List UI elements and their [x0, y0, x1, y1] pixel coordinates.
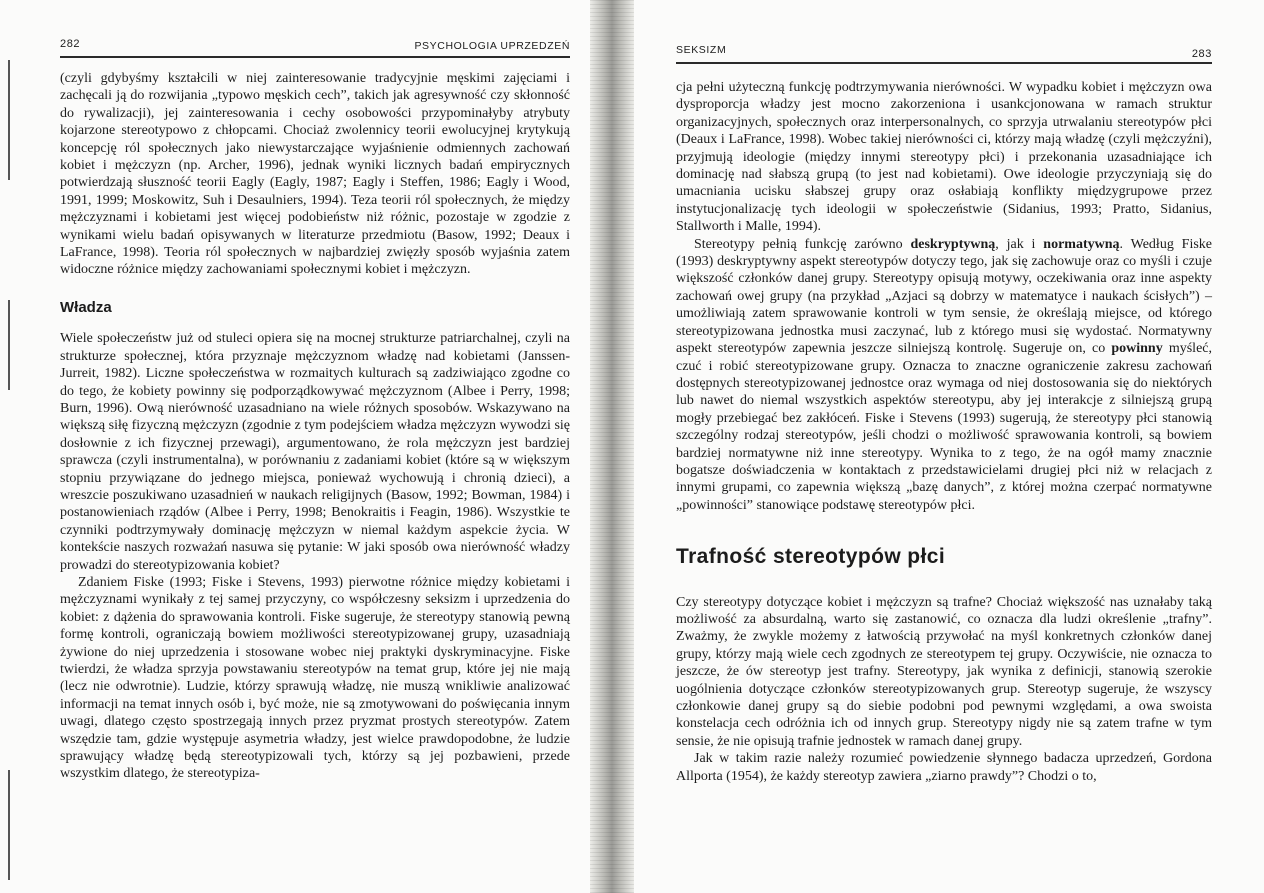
header-rule: [60, 56, 570, 58]
paragraph: cja pełni użyteczną funkcję podtrzymywania nierówności. W wypadku kobiet i mężczyzn owa dysproporcja władzy jest mocno zakorzeniona i usankcjonowana w ramach struktur organizacyjnych, społecznych oraz interpersonalnych, co sprzyja utrwalaniu stereotypów płci (Deaux i LaFrance, 1998). Wobec takiej nierówności ci, którzy mają władzę (czyli mężczyźni), przyjmują ideologie (między innymi stereotypy płci) i przekonania uzasadniające ich dominację nad słabszą grupą (to jest nad kobietami). Owe ideologie przyczyniają się do umacniania ucisku słabszej grupy oraz osłabiają konflikty międzygrupowe przez instytucjonalizację tych ideologii w społeczeństwie (Sidanius, 1993; Pratto, Sidanius, Stallworth i Malle, 1994).: [676, 80, 1212, 235]
paragraph: Zdaniem Fiske (1993; Fiske i Stevens, 1993) pierwotne różnice między kobietami i mężczyznami wynikały z tej samej przyczyny, co współczesny seksizm i uprzedzenia do kobiet: z dążenia do sprawowania kontroli. Fiske sugeruje, że stereotypy stanowią pewną formę kontroli, ograniczają bowiem możliwości stereotypizowanej grupy, uzasadniają żywione do niej uprzedzenia i stosowane wobec niej praktyki dyskryminacyjne. Fiske twierdzi, że władza sprzyja powstawaniu stereotypów na temat grup, które jej nie mają (lecz nie odwrotnie). Ludzie, którzy sprawują władzę, nie muszą wnikliwie analizować informacji na temat innych osób i, być może, nie są zmotywowani do poświęcania innym uwagi, dlatego często spostrzegają innych przez pryzmat prostych stereotypów. Zatem wszędzie tam, gdzie występuje asymetria władzy, jest wielce prawdopodobne, że ludzie sprawujący władzę będą stereotypizowali tych, którzy są jej pozbawieni, przede wszystkim dlatego, że stereotypiza-: [60, 574, 570, 782]
page-number: 283: [1191, 48, 1212, 60]
book-gutter: [590, 0, 634, 893]
running-head: PSYCHOLOGIA UPRZEDZEŃ: [414, 40, 570, 52]
section-heading: Władza: [60, 298, 112, 316]
header-rule: [676, 62, 1212, 64]
right-page: [632, 0, 1264, 893]
left-page-body: [60, 70, 570, 783]
text-run: myśleć, czuć i robić stereotypizowane grupy. Oznacza to znaczne ograniczenie zakresu zachowań dostępnych stereotypizowanej jednostce oraz wymaga od niej dostosowania się do niektórych lub nawet do niemal wszystkich aspektów stereotypu, aby jej interakcje z silniejszą grupą mogły przebiegać bez zakłóceń. Fiske i Stevens (1993) sugerują, że stereotypy płci stanowią szczególny rodzaj stereotypów, jeśli chodzi o możliwość sprawowania kontroli, są bowiem bardziej normatywne niż inne stereotypy. Wynika to z tego, że na ogół mamy znacznie bogatsze doświadczenia w kontaktach z przedstawicielami drugiej płci niż w relacjach z innymi grupami, co zapewnia większą „bazę danych”, z której można czerpać normatywne „powinności” stanowiące podstawę stereotypów płci.: [676, 341, 1213, 513]
bold-term: powinny: [1111, 341, 1163, 357]
bold-term: normatywną: [1043, 236, 1120, 252]
right-page-header: [676, 38, 1212, 60]
right-page-body: [676, 79, 1212, 785]
text-run: . Według Fiske (1993) deskryptywny aspekt stereotypów dotyczy tego, jak się zachowuje oraz co myśli i czuje większość członków danej grupy. Stereotypy opisują motywy, oczekiwania oraz inne aspekty zachowań owej grupy (na przykład „Azjaci są dobrzy w matematyce i naukach ścisłych”) – umożliwiają zatem sprawowanie kontroli w tym sensie, że określają miejsce, od którego stereotypizowana jednostka musi zaczynać, lub z którego musi się wydostać. Normatywny aspekt stereotypów zapewnia jeszcze silniejszą kontrolę. Sugeruje on, co: [676, 236, 1213, 357]
section-heading: Trafność stereotypów płci: [676, 545, 946, 569]
paragraph: (czyli gdybyśmy kształcili w niej zainteresowanie tradycyjnie męskimi zajęciami i zachęcali ją do rozwijania „typowo męskich cech”, takich jak agresywność czy skłonność do rywalizacji), jej zainteresowania i cechy osobowości przypominałyby atrybuty kojarzone stereotypowo z chłopcami. Chociaż zwolennicy teorii ewolucyjnej krytykują koncepcję ról społecznych jako niewystarczające wyjaśnienie odmiennych zachowań kobiet i mężczyzn (np. Archer, 1996), jednak wyniki licznych badań empirycznych potwierdzają słuszność teorii Eagly (Eagly, 1987; Eagly i Steffen, 1986; Eagly i Wood, 1991, 1999; Moskowitz, Suh i Desaulniers, 1994). Teza teorii ról społecznych, że między mężczyznami i kobietami jest więcej podobieństw niż różnic, pozostaje w zgodzie z wynikami wielu badań opisywanych w literaturze przedmiotu (Basow, 1992; Deaux i LaFrance, 1998). Teoria ról społecznych w najbardziej zwięzły sposób wyjaśnia zatem widoczne różnice między zachowaniami społecznymi kobiet i mężczyzn.: [60, 71, 570, 278]
paragraph: Czy stereotypy dotyczące kobiet i mężczyzn są trafne? Chociaż większość nas uznałaby taką możliwość za absurdalną, warto się zastanowić, co oznacza dla ludzi określenie „trafny”. Zważmy, że zwykle możemy z łatwością przywołać na myśl konkretnych członków danej grupy, którzy mają wiele cech zgodnych ze stereotypem tej grupy. Oczywiście, nie oznacza to jeszcze, że ów stereotyp jest trafny. Stereotypy, jak wynika z definicji, stanowią szerokie uogólnienia dotyczące członków stereotypizowanych grup. Stereotyp sugeruje, że wszyscy członkowie danej grupy są do siebie podobni pod pewnymi względami, a owa swoista konstelacja cech odróżnia ich od innych grup. Stereotypy nigdy nie są zatem trafne w tym sensie, że nie opisują trafnie jednostek w ramach danej grupy.: [676, 594, 1212, 749]
left-page: [0, 0, 595, 893]
text-run: , jak i: [995, 236, 1044, 252]
left-page-header: [60, 38, 570, 54]
running-head: SEKSIZM: [676, 44, 727, 56]
bold-term: deskryptywną: [910, 236, 996, 252]
paragraph: Wiele społeczeństw już od stuleci opiera się na mocnej strukturze patriarchalnej, czyli na strukturze społecznej, która przyznaje mężczyznom władzę nad kobietami (Janssen-Jurreit, 1982). Liczne społeczeństwa w rozmaitych kulturach są zadziwiająco zgodne co do tego, że kobiety powinny się podporządkowywać mężczyznom (Albee i Perry, 1998; Burn, 1996). Ową nierówność uzasadniano na wiele różnych sposobów. Wskazywano na większą siłę fizyczną mężczyzn (zgodnie z tym podejściem władza mężczyzn wywodzi się dosłownie z ich fizycznej przewagi), argumentowano, że rola mężczyzn jest bardziej sprawcza (czyli instrumentalna), w porównaniu z zadaniami kobiet (które są w większym stopniu przywiązane do jednego miejsca, ponieważ wychowują i chronią dzieci), a wreszcie poszukiwano uzasadnień w naukach religijnych (Basow, 1992; Bowman, 1984) i postanowieniach rządów (Albee i Perry, 1998; Benokraitis i Feagin, 1986). Wszystkie te czynniki podtrzymywały dominację mężczyzn w niemal każdym aspekcie życia. W kontekście naszych rozważań nasuwa się pytanie: W jaki sposób owa nierówność władzy prowadzi do stereotypizowania kobiet?: [60, 331, 570, 573]
page-number: 282: [60, 38, 81, 50]
text-run: Stereotypy pełnią funkcję zarówno: [694, 236, 911, 252]
paragraph: Jak w takim razie należy rozumieć powiedzenie słynnego badacza uprzedzeń, Gordona Allporta (1954), że każdy stereotyp zawiera „ziarno prawdy”? Chodzi o to,: [676, 751, 1212, 784]
paragraph: [676, 236, 1212, 515]
